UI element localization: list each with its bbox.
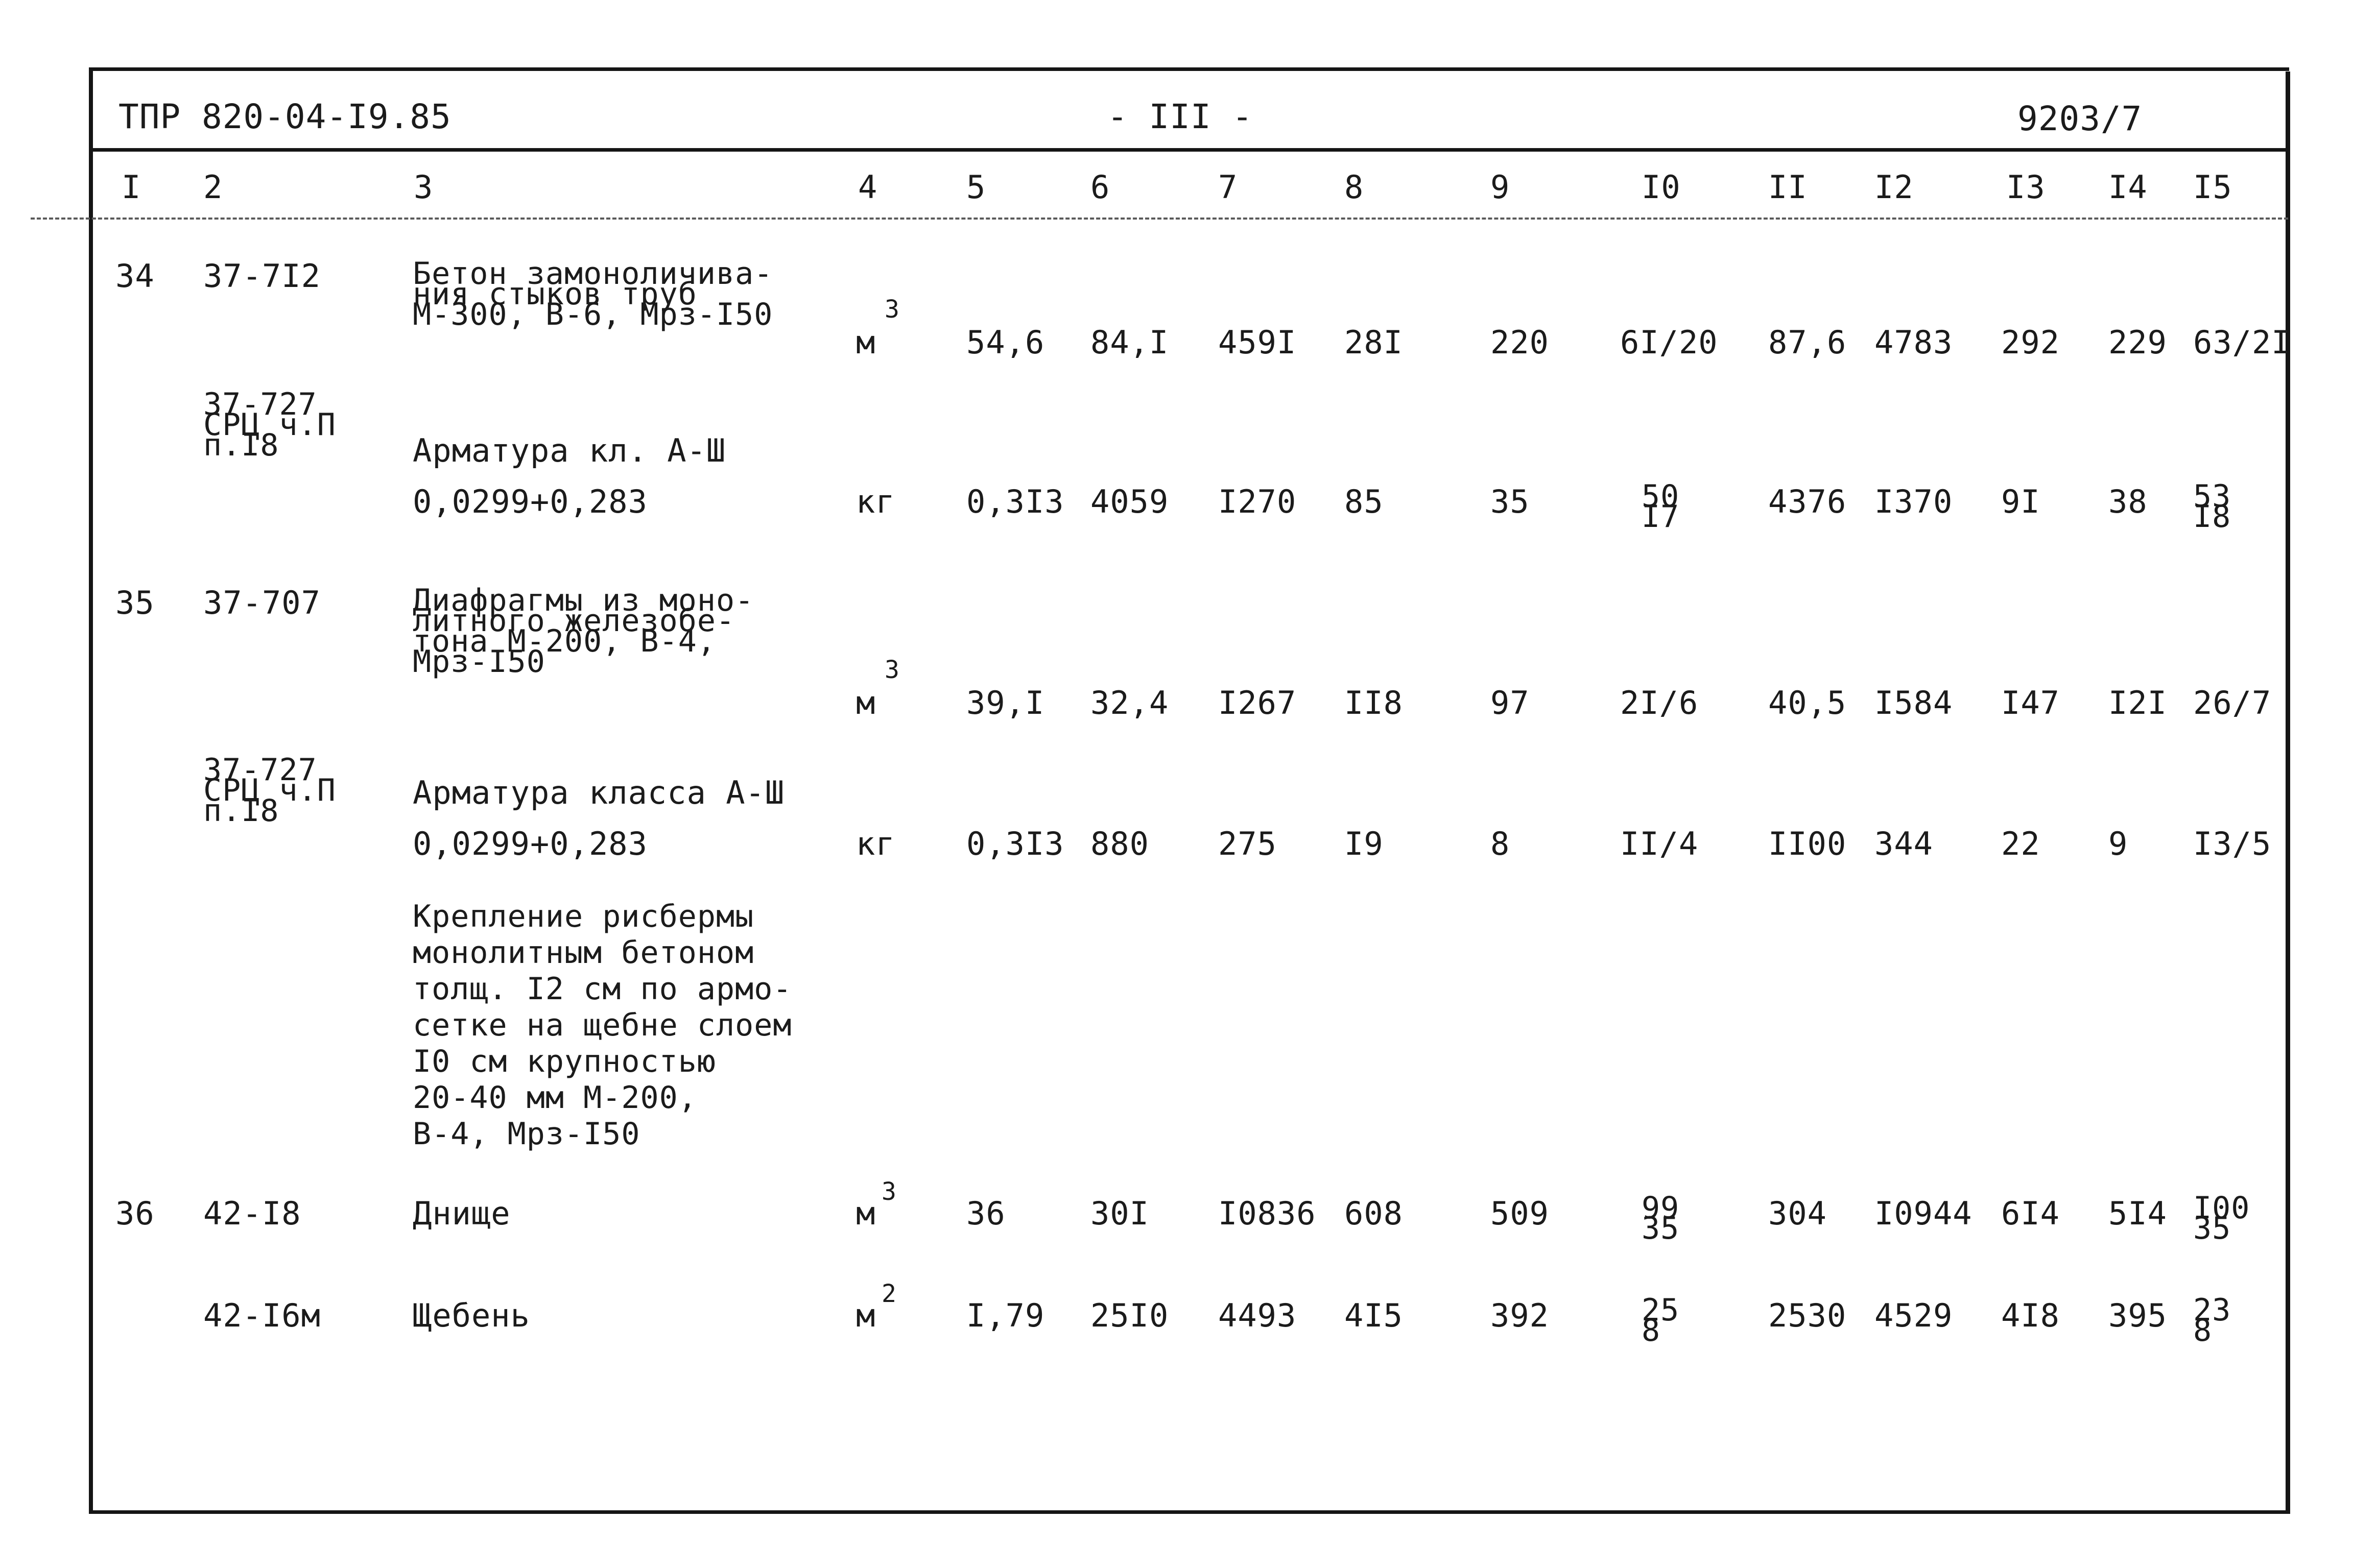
- cell-col10: 2I/6: [1620, 684, 1699, 721]
- cell-col6: 30I: [1090, 1195, 1149, 1232]
- row-number: 36: [115, 1195, 155, 1232]
- row-code: 37-7I2: [203, 257, 321, 295]
- cell-col9: 509: [1490, 1195, 1549, 1232]
- cell-col5: I,79: [966, 1297, 1045, 1334]
- cell-col7: I0836: [1218, 1195, 1316, 1232]
- row-description: Диафрагмы из моно- литного железобе- тона М-200, В-4, Мрз-I50: [413, 583, 754, 680]
- cell-col5: 0,3I3: [966, 483, 1064, 520]
- frame-bottom-border: [89, 1510, 2290, 1514]
- row-description: Арматура класса А-Ш: [413, 774, 785, 811]
- cell-col13: I47: [2001, 684, 2060, 721]
- cell-col11: 87,6: [1768, 324, 1847, 361]
- cell-col10: 99 35: [1642, 1190, 1680, 1246]
- cell-col9: 97: [1490, 684, 1530, 721]
- column-number-8: 8: [1344, 168, 1364, 206]
- column-numbers-divider: [31, 218, 2288, 220]
- cell-col5: 0,3I3: [966, 825, 1064, 862]
- cell-col6: 25I0: [1090, 1297, 1169, 1334]
- cell-col14: I2I: [2108, 684, 2167, 721]
- cell-col12: 344: [1874, 825, 1933, 862]
- row-number: 35: [115, 584, 155, 621]
- row-description: Днище: [413, 1195, 511, 1232]
- cell-col11: 4376: [1768, 483, 1847, 520]
- cell-col14: 395: [2108, 1297, 2167, 1334]
- cell-col11: 304: [1768, 1195, 1827, 1232]
- cell-col15: I00 35: [2193, 1190, 2250, 1246]
- column-number-15: I5: [2193, 168, 2232, 206]
- cell-col10: 25 8: [1642, 1292, 1680, 1348]
- cell-col13: 6I4: [2001, 1195, 2060, 1232]
- cell-col12: I0944: [1874, 1195, 1972, 1232]
- cell-col5: 39,I: [966, 684, 1045, 721]
- cell-col13: 22: [2001, 825, 2040, 862]
- row-formula: 0,0299+0,283: [413, 825, 648, 862]
- cell-col14: 229: [2108, 324, 2167, 361]
- cell-col7: 4493: [1218, 1297, 1297, 1334]
- cell-col9: 220: [1490, 324, 1549, 361]
- cell-col9: 8: [1490, 825, 1510, 862]
- cell-col15: 63/2I: [2193, 324, 2291, 361]
- cell-col15: 23 8: [2193, 1292, 2231, 1348]
- cell-col10: 50 I7: [1642, 478, 1680, 535]
- row-unit: м: [856, 324, 876, 361]
- column-number-4: 4: [858, 168, 878, 206]
- sheet-id: 9203/7: [2017, 99, 2143, 138]
- cell-col6: 84,I: [1090, 324, 1169, 361]
- unit-superscript: 2: [882, 1280, 896, 1308]
- cell-col8: 28I: [1344, 324, 1403, 361]
- cell-col12: I370: [1874, 483, 1953, 520]
- row-unit: кг: [856, 825, 895, 862]
- cell-col15: 26/7: [2193, 684, 2272, 721]
- row-unit: кг: [856, 483, 895, 520]
- cell-col13: 292: [2001, 324, 2060, 361]
- cell-col8: 608: [1344, 1195, 1403, 1232]
- cell-col6: 4059: [1090, 483, 1169, 520]
- row-unit: м: [856, 684, 876, 721]
- cell-col8: I9: [1344, 825, 1384, 862]
- row-description: Арматура кл. А-Ш: [413, 432, 726, 469]
- column-number-12: I2: [1874, 168, 1914, 206]
- column-number-14: I4: [2108, 168, 2148, 206]
- cell-col7: I270: [1218, 483, 1297, 520]
- cell-col14: 5I4: [2108, 1195, 2167, 1232]
- row-unit: м: [856, 1195, 876, 1232]
- page-number: - III -: [1107, 97, 1253, 136]
- cell-col12: I584: [1874, 684, 1953, 721]
- column-number-13: I3: [2006, 168, 2046, 206]
- frame-right-border: [2286, 71, 2290, 1514]
- cell-col13: 4I8: [2001, 1297, 2060, 1334]
- row-description: Щебень: [413, 1297, 530, 1334]
- row-number: 34: [115, 257, 155, 295]
- cell-col6: 880: [1090, 825, 1149, 862]
- row-code: 37-707: [203, 584, 321, 621]
- row-formula: 0,0299+0,283: [413, 483, 648, 520]
- frame-left-border: [89, 67, 93, 1512]
- unit-superscript: 3: [882, 1177, 896, 1206]
- cell-col10: II/4: [1620, 825, 1699, 862]
- column-number-5: 5: [966, 168, 986, 206]
- cell-col8: 85: [1344, 483, 1384, 520]
- column-number-11: II: [1768, 168, 1808, 206]
- cell-col12: 4529: [1874, 1297, 1953, 1334]
- column-number-2: 2: [203, 168, 223, 206]
- row-code: 42-I8: [203, 1195, 301, 1232]
- cell-col13: 9I: [2001, 483, 2040, 520]
- header-divider: [91, 148, 2289, 152]
- cell-col15: I3/5: [2193, 825, 2272, 862]
- cell-col5: 54,6: [966, 324, 1045, 361]
- cell-col7: 275: [1218, 825, 1277, 862]
- cell-col10: 6I/20: [1620, 324, 1718, 361]
- cell-col14: 9: [2108, 825, 2128, 862]
- row-code: 37-727 СРЦ ч.П п.I8: [203, 752, 336, 829]
- cell-col11: 40,5: [1768, 684, 1847, 721]
- row-unit: м: [856, 1297, 876, 1334]
- cell-col8: II8: [1344, 684, 1403, 721]
- row-code: 42-I6м: [203, 1297, 321, 1334]
- row-description: Бетон замоноличива- ния стыков труб М-300, В-6, Мрз-I50: [413, 256, 773, 332]
- cell-col12: 4783: [1874, 324, 1953, 361]
- cell-col7: I267: [1218, 684, 1297, 721]
- cell-col11: 2530: [1768, 1297, 1847, 1334]
- unit-superscript: 3: [885, 295, 899, 324]
- section-description: Крепление рисбермы монолитным бетоном толщ. I2 см по армо- сетке на щебне слоем I0 см крупностью 20-40 мм М-200, В-4, Мрз-I50: [413, 899, 792, 1152]
- row-code: 37-727 СРЦ ч.П п.I8: [203, 387, 336, 463]
- column-number-6: 6: [1090, 168, 1110, 206]
- column-number-1: I: [122, 168, 141, 206]
- cell-col15: 53 I8: [2193, 478, 2231, 535]
- cell-col8: 4I5: [1344, 1297, 1403, 1334]
- column-number-3: 3: [414, 168, 434, 206]
- cell-col14: 38: [2108, 483, 2148, 520]
- unit-superscript: 3: [885, 656, 899, 684]
- column-number-9: 9: [1490, 168, 1510, 206]
- cell-col6: 32,4: [1090, 684, 1169, 721]
- cell-col5: 36: [966, 1195, 1006, 1232]
- column-number-10: I0: [1642, 168, 1681, 206]
- cell-col11: II00: [1768, 825, 1847, 862]
- cell-col9: 35: [1490, 483, 1530, 520]
- column-number-7: 7: [1218, 168, 1238, 206]
- cell-col7: 459I: [1218, 324, 1297, 361]
- doc-code: ТПР 820-04-I9.85: [118, 97, 451, 136]
- frame-top-border: [91, 67, 2289, 71]
- cell-col9: 392: [1490, 1297, 1549, 1334]
